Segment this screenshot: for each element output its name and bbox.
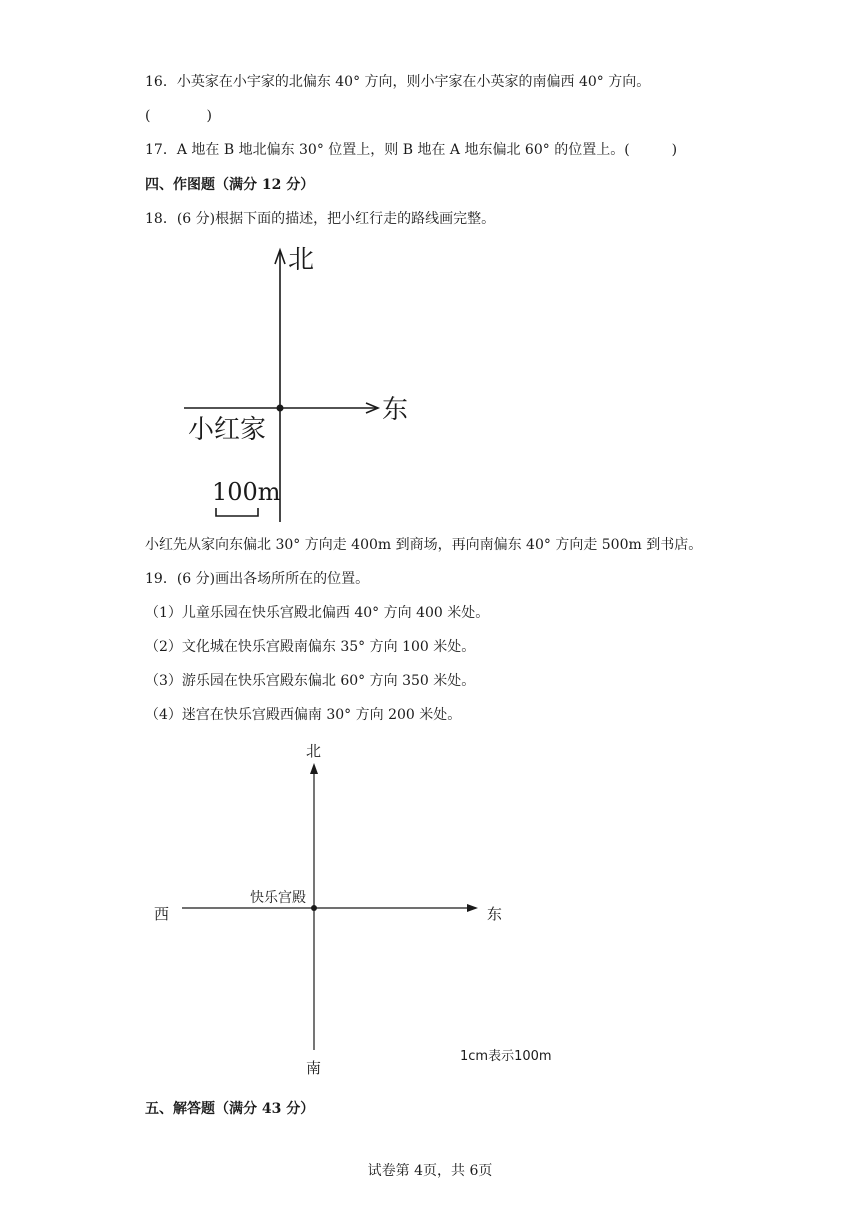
question-16-text: 16．小英家在小宇家的北偏东 40° 方向，则小宇家在小英家的南偏西 40° 方向。 bbox=[145, 74, 651, 90]
east-label: 东 bbox=[487, 905, 503, 923]
question-16-answer-blank: ( ) bbox=[145, 108, 212, 124]
section-4-heading: 四、作图题（满分 12 分） bbox=[145, 177, 315, 193]
question-17-text: 17．A 地在 B 地北偏东 30° 位置上，则 B 地在 A 地东偏北 60° 的位置上。( ) bbox=[145, 142, 678, 158]
east-label: 东 bbox=[382, 395, 409, 425]
question-18-diagram bbox=[170, 240, 430, 530]
east-arrow-icon bbox=[467, 904, 478, 912]
question-19-prompt: 19．(6 分)画出各场所所在的位置。 bbox=[145, 571, 370, 587]
north-label: 北 bbox=[306, 742, 322, 760]
question-19-item-4: （4）迷宫在快乐宫殿西偏南 30° 方向 200 米处。 bbox=[145, 707, 462, 723]
question-19-diagram bbox=[140, 738, 580, 1083]
center-label: 快乐宫殿 bbox=[250, 890, 306, 906]
home-label: 小红家 bbox=[188, 415, 267, 445]
question-18-prompt: 18．(6 分)根据下面的描述，把小红行走的路线画完整。 bbox=[145, 211, 496, 227]
north-label: 北 bbox=[288, 245, 315, 275]
scale-label: 100m bbox=[212, 478, 281, 506]
north-arrow-icon bbox=[310, 763, 318, 774]
question-19-item-3: （3）游乐园在快乐宫殿东偏北 60° 方向 350 米处。 bbox=[145, 673, 476, 689]
home-point bbox=[277, 405, 284, 412]
center-point bbox=[311, 905, 317, 911]
question-19-item-2: （2）文化城在快乐宫殿南偏东 35° 方向 100 米处。 bbox=[145, 639, 476, 655]
scale-bar bbox=[216, 508, 258, 516]
scale-label: 1cm表示100m bbox=[460, 1049, 552, 1064]
south-label: 南 bbox=[306, 1059, 322, 1077]
question-18-description: 小红先从家向东偏北 30° 方向走 400m 到商场，再向南偏东 40° 方向走 500m 到书店。 bbox=[145, 537, 703, 553]
question-19-item-1: （1）儿童乐园在快乐宫殿北偏西 40° 方向 400 米处。 bbox=[145, 605, 490, 621]
page-footer: 试卷第 4页，共 6页 bbox=[367, 1163, 493, 1179]
section-5-heading: 五、解答题（满分 43 分） bbox=[145, 1101, 315, 1117]
west-label: 西 bbox=[154, 905, 170, 923]
